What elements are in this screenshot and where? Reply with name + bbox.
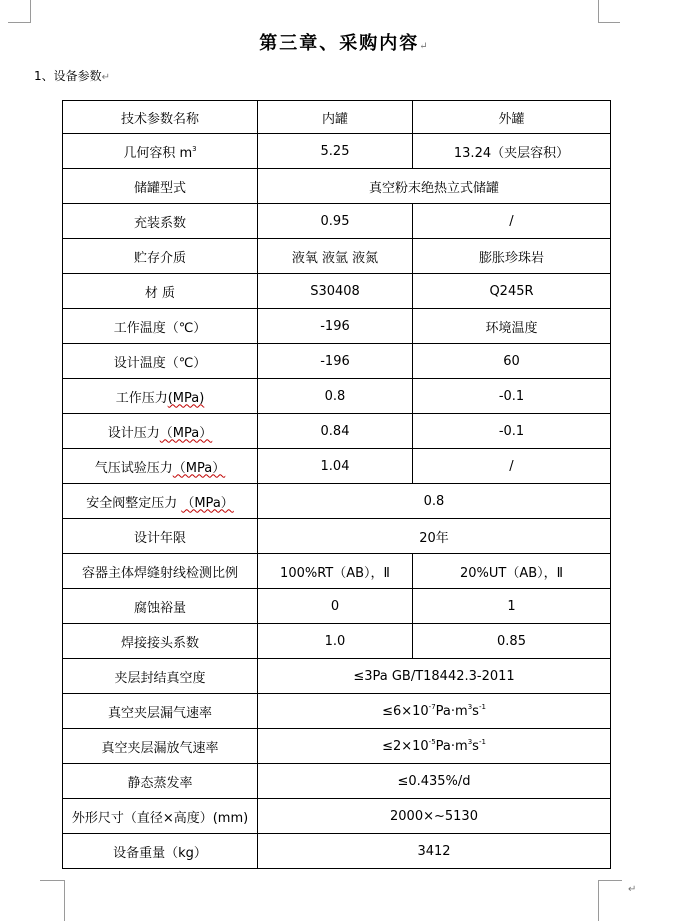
inner-tank-cell — [258, 449, 413, 484]
param-name-cell-text: 外形尺寸（直径×高度）(mm) — [71, 810, 249, 826]
inner-tank-cell — [258, 344, 413, 379]
outer-tank-cell-text: -0.1 — [498, 423, 525, 439]
param-name-cell-text: 腐蚀裕量 — [133, 600, 186, 616]
header-cell-text: 技术参数名称 — [120, 111, 199, 127]
param-name-cell-text: 容器主体焊缝射线检测比例 — [81, 565, 238, 581]
outer-tank-cell-text: 膨胀珍珠岩 — [478, 250, 544, 266]
inner-tank-cell-text: 1.0 — [324, 633, 346, 649]
outer-tank-cell — [413, 449, 611, 484]
param-name-cell — [63, 414, 258, 449]
inner-tank-cell-text: S30408 — [310, 283, 360, 299]
param-name-cell — [63, 764, 258, 799]
param-name-cell-text: 夹层封结真空度 — [114, 670, 206, 686]
merged-value-cell — [258, 764, 611, 799]
table-row — [63, 239, 611, 274]
merged-value-cell — [258, 169, 611, 204]
corner-mark-top-right — [598, 22, 620, 23]
outer-tank-cell — [413, 204, 611, 239]
param-name-cell-text: 设备重量（kg） — [113, 845, 207, 861]
param-name-cell-text: 真空夹层漏气速率 — [107, 705, 212, 721]
merged-value-cell — [258, 799, 611, 834]
corner-mark-bottom-left — [40, 880, 64, 881]
inner-tank-cell — [258, 624, 413, 659]
corner-mark-bottom-right — [598, 880, 622, 881]
value-exponent: -7 — [428, 703, 436, 711]
inner-tank-cell — [258, 239, 413, 274]
spec-table — [62, 100, 611, 869]
corner-mark-top-left — [8, 22, 31, 23]
outer-tank-cell-text: 20%UT（AB），Ⅱ — [459, 565, 564, 581]
inner-tank-cell-text: 0.8 — [324, 388, 346, 404]
table-row — [63, 379, 611, 414]
table-row — [63, 554, 611, 589]
outer-tank-cell — [413, 589, 611, 624]
paragraph-mark-icon: ↵ — [628, 884, 637, 895]
value-exponent: -5 — [428, 738, 436, 746]
corner-mark-bottom-right — [598, 880, 599, 921]
table-row — [63, 274, 611, 309]
page-title — [0, 29, 689, 55]
param-name-cell-text: 设计压力 — [107, 425, 160, 441]
outer-tank-cell — [413, 414, 611, 449]
param-name-cell-text: 静态蒸发率 — [127, 775, 193, 791]
value-part: Pa·m — [435, 704, 468, 719]
table-header-row — [63, 101, 611, 134]
value-part: ≤6×10 — [382, 704, 429, 719]
unit-label: （MPa） — [159, 425, 213, 441]
value-part: s — [472, 739, 479, 754]
header-cell — [413, 101, 611, 134]
inner-tank-cell — [258, 309, 413, 344]
param-name-cell — [63, 729, 258, 764]
inner-tank-cell — [258, 414, 413, 449]
merged-value-cell-text: 真空粉末绝热立式储罐 — [368, 180, 499, 196]
merged-value-cell-text: ≤0.435%/d — [397, 773, 471, 789]
corner-mark-top-left — [30, 0, 31, 22]
table-row — [63, 799, 611, 834]
inner-tank-cell-text: 5.25 — [320, 143, 350, 159]
paragraph-mark-icon: ↵ — [101, 72, 111, 83]
inner-tank-cell — [258, 379, 413, 414]
param-name-cell — [63, 589, 258, 624]
inner-tank-cell — [258, 554, 413, 589]
outer-tank-cell — [413, 344, 611, 379]
param-name-cell-text: 材 质 — [144, 285, 176, 301]
merged-value-cell — [258, 659, 611, 694]
param-name-cell — [63, 624, 258, 659]
value-exponent: -1 — [478, 738, 486, 746]
param-name-cell-text: 充装系数 — [133, 215, 186, 231]
param-name-cell — [63, 519, 258, 554]
param-name-cell-text: 储罐型式 — [133, 180, 186, 196]
merged-value-cell-text: 20年 — [419, 530, 449, 546]
inner-tank-cell-text: 100%RT（AB），Ⅱ — [280, 565, 390, 581]
unit-superscript: 3 — [192, 144, 197, 153]
value-part: Pa·m — [435, 739, 468, 754]
table-row — [63, 764, 611, 799]
param-name-cell — [63, 449, 258, 484]
table-row — [63, 589, 611, 624]
merged-value-cell-text: 0.8 — [423, 493, 445, 509]
outer-tank-cell — [413, 554, 611, 589]
param-name-cell-text: 气压试验压力 — [94, 460, 173, 476]
outer-tank-cell — [413, 379, 611, 414]
param-name-cell — [63, 309, 258, 344]
param-name-cell — [63, 169, 258, 204]
outer-tank-cell-text: 1 — [507, 598, 516, 614]
table-row — [63, 659, 611, 694]
section-heading — [34, 67, 110, 84]
param-name-cell — [63, 239, 258, 274]
table-row — [63, 449, 611, 484]
outer-tank-cell-text: 60 — [503, 353, 520, 369]
merged-value-cell — [258, 519, 611, 554]
outer-tank-cell — [413, 239, 611, 274]
param-name-cell — [63, 554, 258, 589]
unit-label: (MPa) — [167, 390, 205, 406]
value-exponent: -1 — [478, 703, 486, 711]
merged-value-cell-text: 2000×~5130 — [390, 808, 478, 824]
param-name-cell — [63, 379, 258, 414]
outer-tank-cell-text: / — [509, 213, 514, 229]
merged-value-cell — [258, 834, 611, 869]
corner-mark-bottom-left — [64, 880, 65, 921]
table-row — [63, 204, 611, 239]
page-title-text: 第三章、采购内容 — [259, 33, 420, 54]
outer-tank-cell-text: 环境温度 — [485, 320, 538, 336]
param-name-cell-text: 贮存介质 — [133, 250, 186, 266]
value-exponent: 3 — [467, 738, 473, 746]
param-name-cell-text: 真空夹层漏放气速率 — [101, 740, 219, 756]
merged-value-cell-text: 3412 — [417, 843, 451, 859]
inner-tank-cell-text: 液氧 液氩 液氮 — [291, 250, 379, 266]
param-name-cell — [63, 799, 258, 834]
table-row — [63, 694, 611, 729]
header-cell-text: 外罐 — [498, 111, 525, 127]
outer-tank-cell-text: 0.85 — [497, 633, 526, 649]
unit-label: （MPa） — [181, 495, 234, 511]
param-name-cell-text: 几何容积 m — [123, 145, 193, 161]
param-name-cell-text: 工作压力 — [115, 390, 168, 406]
outer-tank-cell — [413, 134, 611, 169]
corner-mark-top-right — [598, 0, 599, 22]
inner-tank-cell-text: -196 — [320, 318, 350, 334]
merged-value-cell — [258, 694, 611, 729]
param-name-cell-text: 设计年限 — [133, 530, 186, 546]
table-row — [63, 134, 611, 169]
outer-tank-cell — [413, 624, 611, 659]
outer-tank-cell — [413, 309, 611, 344]
param-name-cell — [63, 659, 258, 694]
value-exponent: 3 — [467, 703, 473, 711]
section-heading-text: 1、设备参数 — [34, 69, 102, 83]
inner-tank-cell-text: 0.95 — [320, 213, 350, 229]
table-row — [63, 309, 611, 344]
value-part: ≤2×10 — [382, 739, 429, 754]
table-row — [63, 519, 611, 554]
param-name-cell-text: 设计温度（℃） — [113, 355, 207, 371]
param-name-cell — [63, 694, 258, 729]
outer-tank-cell-text: 13.24（夹层容积） — [453, 145, 570, 161]
param-name-cell — [63, 204, 258, 239]
inner-tank-cell — [258, 134, 413, 169]
value-part: s — [472, 704, 479, 719]
inner-tank-cell — [258, 274, 413, 309]
merged-value-cell-text: ≤3Pa GB/T18442.3-2011 — [353, 668, 515, 684]
outer-tank-cell-text: Q245R — [489, 283, 534, 299]
table-row — [63, 834, 611, 869]
merged-value-cell — [258, 484, 611, 519]
paragraph-mark-icon: ↵ — [419, 41, 430, 52]
header-cell — [258, 101, 413, 134]
param-name-cell-text: 焊接接头系数 — [120, 635, 199, 651]
unit-label: （MPa） — [172, 460, 226, 476]
inner-tank-cell-text: 1.04 — [320, 458, 350, 474]
table-row — [63, 169, 611, 204]
outer-tank-cell-text: -0.1 — [498, 388, 525, 404]
param-name-cell — [63, 834, 258, 869]
outer-tank-cell-text: / — [509, 458, 514, 474]
table-row — [63, 414, 611, 449]
table-row — [63, 344, 611, 379]
header-cell — [63, 101, 258, 134]
param-name-cell-text: 工作温度（℃） — [113, 320, 207, 336]
inner-tank-cell-text: -196 — [320, 353, 350, 369]
param-name-cell-text: 安全阀整定压力 — [86, 495, 182, 511]
inner-tank-cell — [258, 589, 413, 624]
table-row — [63, 484, 611, 519]
param-name-cell — [63, 484, 258, 519]
inner-tank-cell-text: 0.84 — [320, 423, 350, 439]
merged-value-cell — [258, 729, 611, 764]
outer-tank-cell — [413, 274, 611, 309]
inner-tank-cell-text: 0 — [330, 598, 340, 614]
param-name-cell — [63, 344, 258, 379]
param-name-cell — [63, 134, 258, 169]
header-cell-text: 内罐 — [321, 111, 348, 127]
param-name-cell — [63, 274, 258, 309]
table-row — [63, 624, 611, 659]
table-row — [63, 729, 611, 764]
inner-tank-cell — [258, 204, 413, 239]
